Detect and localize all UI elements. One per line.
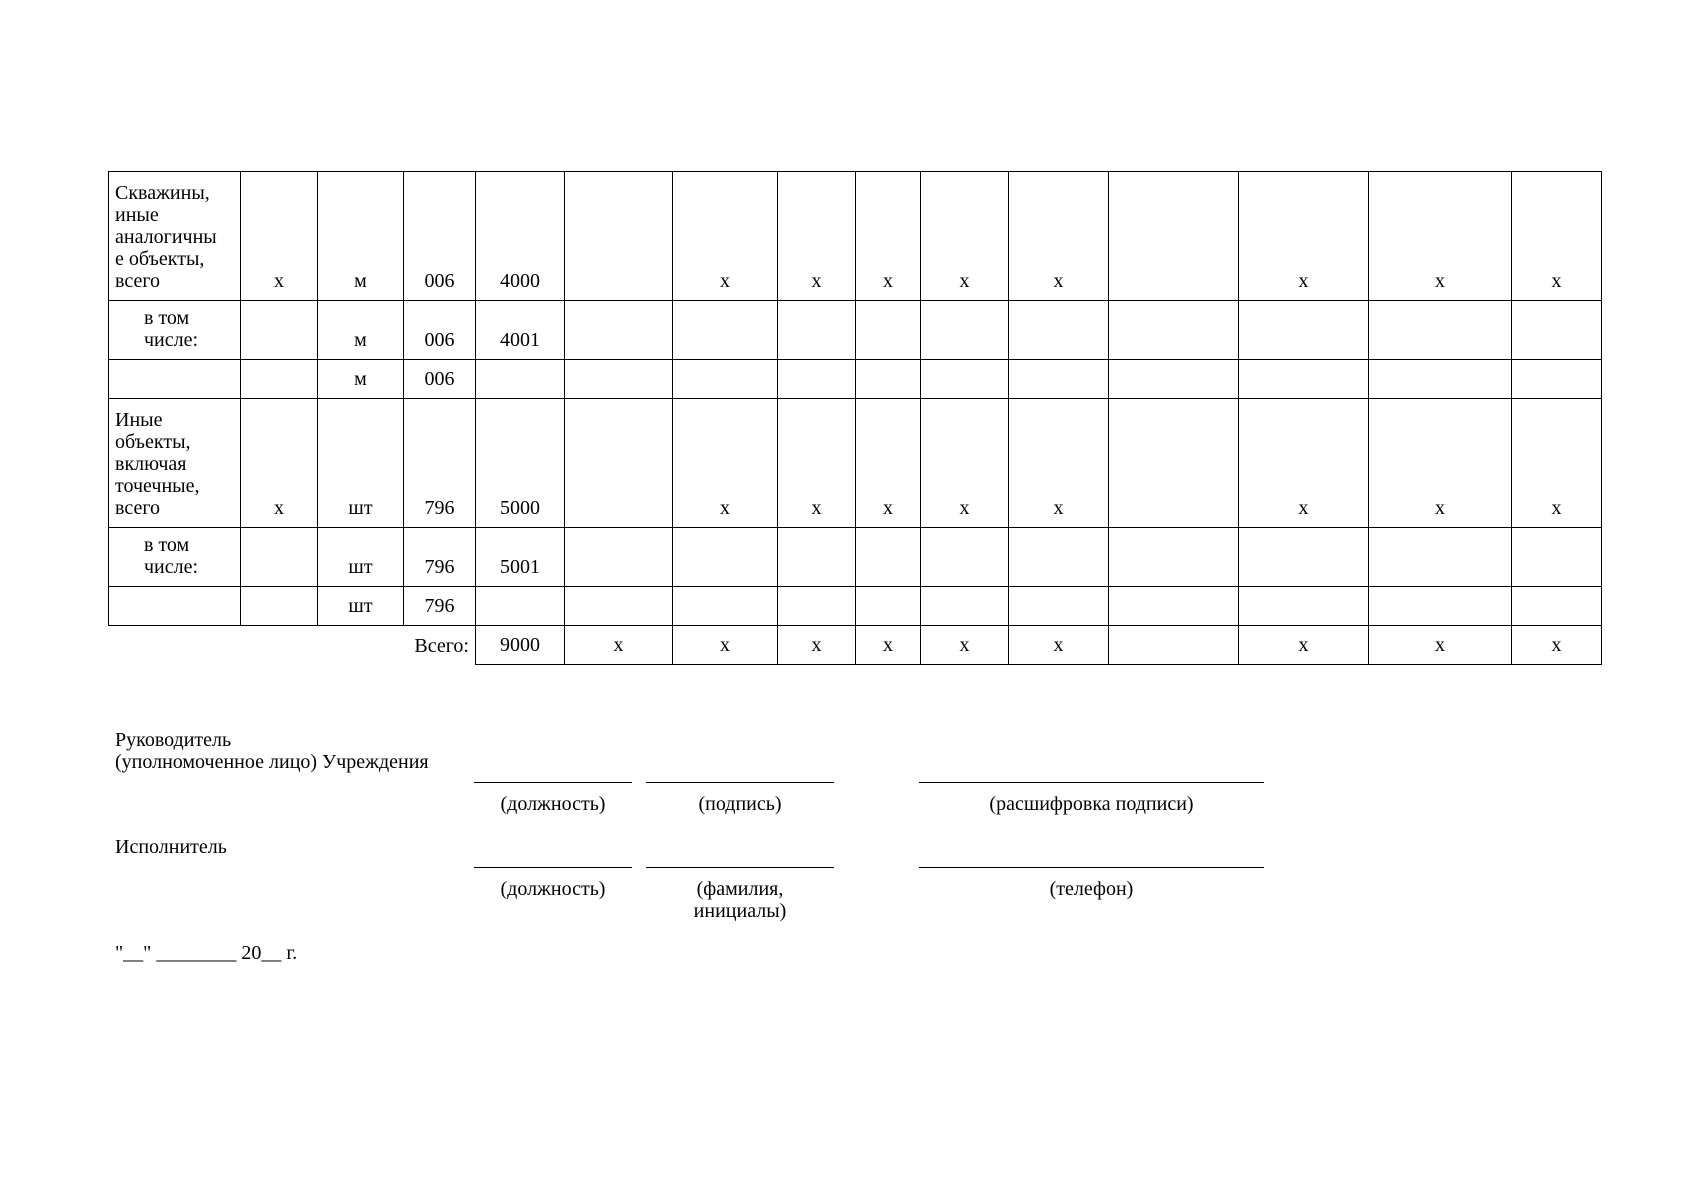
- row-name-line: иные: [115, 204, 159, 226]
- table-row: [109, 587, 1602, 626]
- cell-value[interactable]: [921, 301, 1009, 360]
- cell-value[interactable]: [1369, 301, 1512, 360]
- head-decode-line[interactable]: [919, 782, 1264, 783]
- cell-unit[interactable]: м: [318, 172, 404, 301]
- cell-value[interactable]: х: [1369, 172, 1512, 301]
- cell-value[interactable]: [1369, 528, 1512, 587]
- head-position-line[interactable]: [474, 782, 632, 783]
- cell-value[interactable]: [565, 399, 673, 528]
- row-name-line: в том: [144, 307, 190, 329]
- cell-col2[interactable]: [241, 301, 318, 360]
- table-row: [109, 172, 1602, 301]
- cell-col2[interactable]: [241, 360, 318, 399]
- row-name-cell: [109, 528, 241, 587]
- cell-value[interactable]: [856, 301, 921, 360]
- exec-caption-name-line1: (фамилия,: [696, 878, 784, 900]
- cell-value[interactable]: [1239, 587, 1369, 626]
- cell-value[interactable]: [1109, 301, 1239, 360]
- row-name-line: числе:: [144, 556, 199, 578]
- cell-okei[interactable]: 006: [404, 172, 476, 301]
- head-signature-line[interactable]: [646, 782, 834, 783]
- total-value[interactable]: х: [1009, 626, 1109, 665]
- exec-caption-phone: (телефон): [1049, 878, 1134, 900]
- cell-value[interactable]: [921, 528, 1009, 587]
- cell-value[interactable]: [1369, 360, 1512, 399]
- cell-col2[interactable]: х: [241, 172, 318, 301]
- cell-value[interactable]: [1239, 360, 1369, 399]
- total-value[interactable]: х: [1369, 626, 1512, 665]
- cell-value[interactable]: х: [673, 172, 778, 301]
- cell-value[interactable]: [778, 301, 856, 360]
- cell-unit[interactable]: м: [318, 360, 404, 399]
- cell-okei[interactable]: 796: [404, 528, 476, 587]
- cell-value[interactable]: [1512, 301, 1602, 360]
- cell-value[interactable]: х: [778, 172, 856, 301]
- total-value[interactable]: х: [778, 626, 856, 665]
- cell-value[interactable]: х: [1009, 399, 1109, 528]
- row-name-cell: [109, 587, 241, 626]
- date-line: "__" ________ 20__ г.: [115, 942, 298, 964]
- cell-value[interactable]: [673, 528, 778, 587]
- cell-value[interactable]: [1009, 587, 1109, 626]
- cell-value[interactable]: [856, 360, 921, 399]
- cell-value[interactable]: х: [1239, 399, 1369, 528]
- cell-value[interactable]: [1109, 399, 1239, 528]
- cell-value[interactable]: [921, 360, 1009, 399]
- head-label-line1: Руководитель: [115, 729, 232, 751]
- data-table: [108, 171, 1602, 665]
- cell-okei[interactable]: 006: [404, 360, 476, 399]
- cell-value[interactable]: [778, 360, 856, 399]
- cell-value[interactable]: [1109, 360, 1239, 399]
- cell-value[interactable]: х: [856, 172, 921, 301]
- cell-value[interactable]: х: [1369, 399, 1512, 528]
- cell-unit[interactable]: шт: [318, 587, 404, 626]
- cell-col2[interactable]: [241, 587, 318, 626]
- total-value[interactable]: х: [565, 626, 673, 665]
- cell-value[interactable]: [1009, 360, 1109, 399]
- total-value[interactable]: х: [921, 626, 1009, 665]
- row-name-cell: [109, 172, 241, 301]
- row-name-line: е объекты,: [115, 248, 205, 270]
- table-row: [109, 528, 1602, 587]
- exec-caption-name: [646, 878, 834, 922]
- table-row: [109, 301, 1602, 360]
- cell-value[interactable]: [856, 587, 921, 626]
- cell-value[interactable]: [1512, 587, 1602, 626]
- cell-line-code[interactable]: [476, 360, 565, 399]
- row-name-line: объекты,: [115, 431, 191, 453]
- exec-name-line[interactable]: [646, 867, 834, 868]
- cell-col2[interactable]: [241, 528, 318, 587]
- cell-line-code[interactable]: 5000: [476, 399, 565, 528]
- cell-value[interactable]: [778, 587, 856, 626]
- cell-line-code[interactable]: [476, 587, 565, 626]
- cell-col2[interactable]: х: [241, 399, 318, 528]
- cell-value[interactable]: [673, 587, 778, 626]
- cell-value[interactable]: [856, 528, 921, 587]
- cell-value[interactable]: х: [921, 172, 1009, 301]
- row-name-line: аналогичны: [115, 226, 217, 248]
- row-name-cell: [109, 399, 241, 528]
- cell-value[interactable]: х: [673, 399, 778, 528]
- head-caption-signature: (подпись): [698, 793, 782, 815]
- cell-value[interactable]: [565, 360, 673, 399]
- total-value[interactable]: х: [673, 626, 778, 665]
- row-name-line: всего: [115, 497, 161, 519]
- row-name-line: числе:: [144, 329, 199, 351]
- cell-value[interactable]: [565, 528, 673, 587]
- row-name-cell: [109, 360, 241, 399]
- cell-unit[interactable]: м: [318, 301, 404, 360]
- total-label: Всего:: [109, 626, 476, 665]
- cell-value[interactable]: [565, 172, 673, 301]
- head-label: [115, 729, 429, 773]
- row-name-cell: [109, 301, 241, 360]
- cell-value[interactable]: [1009, 528, 1109, 587]
- cell-unit[interactable]: шт: [318, 528, 404, 587]
- table-row: [109, 360, 1602, 399]
- cell-value[interactable]: [565, 587, 673, 626]
- cell-okei[interactable]: 796: [404, 399, 476, 528]
- row-name-line: в том: [144, 534, 190, 556]
- cell-line-code[interactable]: 4000: [476, 172, 565, 301]
- cell-value[interactable]: х: [1512, 399, 1602, 528]
- cell-value[interactable]: х: [921, 399, 1009, 528]
- head-caption-decode: (расшифровка подписи): [989, 793, 1194, 815]
- cell-value[interactable]: [921, 587, 1009, 626]
- row-name-line: Иные: [115, 409, 163, 431]
- table-row: [109, 399, 1602, 528]
- row-name-line: точечные,: [115, 475, 200, 497]
- cell-value[interactable]: [778, 528, 856, 587]
- head-label-line2: (уполномоченное лицо) Учреждения: [115, 751, 429, 773]
- cell-value[interactable]: х: [1239, 172, 1369, 301]
- cell-value[interactable]: [1109, 528, 1239, 587]
- executor-label: Исполнитель: [115, 836, 227, 858]
- total-code: 9000: [476, 626, 565, 665]
- exec-caption-name-line2: инициалы): [693, 900, 787, 922]
- cell-value[interactable]: [1009, 301, 1109, 360]
- cell-value[interactable]: [673, 360, 778, 399]
- total-row: [109, 626, 1602, 665]
- cell-value[interactable]: [1369, 587, 1512, 626]
- cell-value[interactable]: [1512, 360, 1602, 399]
- cell-value[interactable]: [1512, 528, 1602, 587]
- total-value[interactable]: х: [1512, 626, 1602, 665]
- cell-line-code[interactable]: 5001: [476, 528, 565, 587]
- cell-value[interactable]: х: [1009, 172, 1109, 301]
- cell-okei[interactable]: 796: [404, 587, 476, 626]
- cell-value[interactable]: [1109, 587, 1239, 626]
- cell-value[interactable]: [1239, 528, 1369, 587]
- exec-position-line[interactable]: [474, 867, 632, 868]
- row-name-line: Скважины,: [115, 182, 210, 204]
- exec-caption-position: (должность): [500, 878, 606, 900]
- cell-value[interactable]: х: [856, 399, 921, 528]
- cell-value[interactable]: [1239, 301, 1369, 360]
- cell-value[interactable]: [673, 301, 778, 360]
- total-value[interactable]: [1109, 626, 1239, 665]
- cell-value[interactable]: [1109, 172, 1239, 301]
- cell-value[interactable]: х: [778, 399, 856, 528]
- row-name-line: включая: [115, 453, 187, 475]
- head-caption-position: (должность): [500, 793, 606, 815]
- cell-unit[interactable]: шт: [318, 399, 404, 528]
- exec-phone-line[interactable]: [919, 867, 1264, 868]
- total-value[interactable]: х: [1239, 626, 1369, 665]
- row-name-line: всего: [115, 270, 161, 292]
- cell-okei[interactable]: 006: [404, 301, 476, 360]
- cell-line-code[interactable]: 4001: [476, 301, 565, 360]
- cell-value[interactable]: [565, 301, 673, 360]
- total-value[interactable]: х: [856, 626, 921, 665]
- cell-value[interactable]: х: [1512, 172, 1602, 301]
